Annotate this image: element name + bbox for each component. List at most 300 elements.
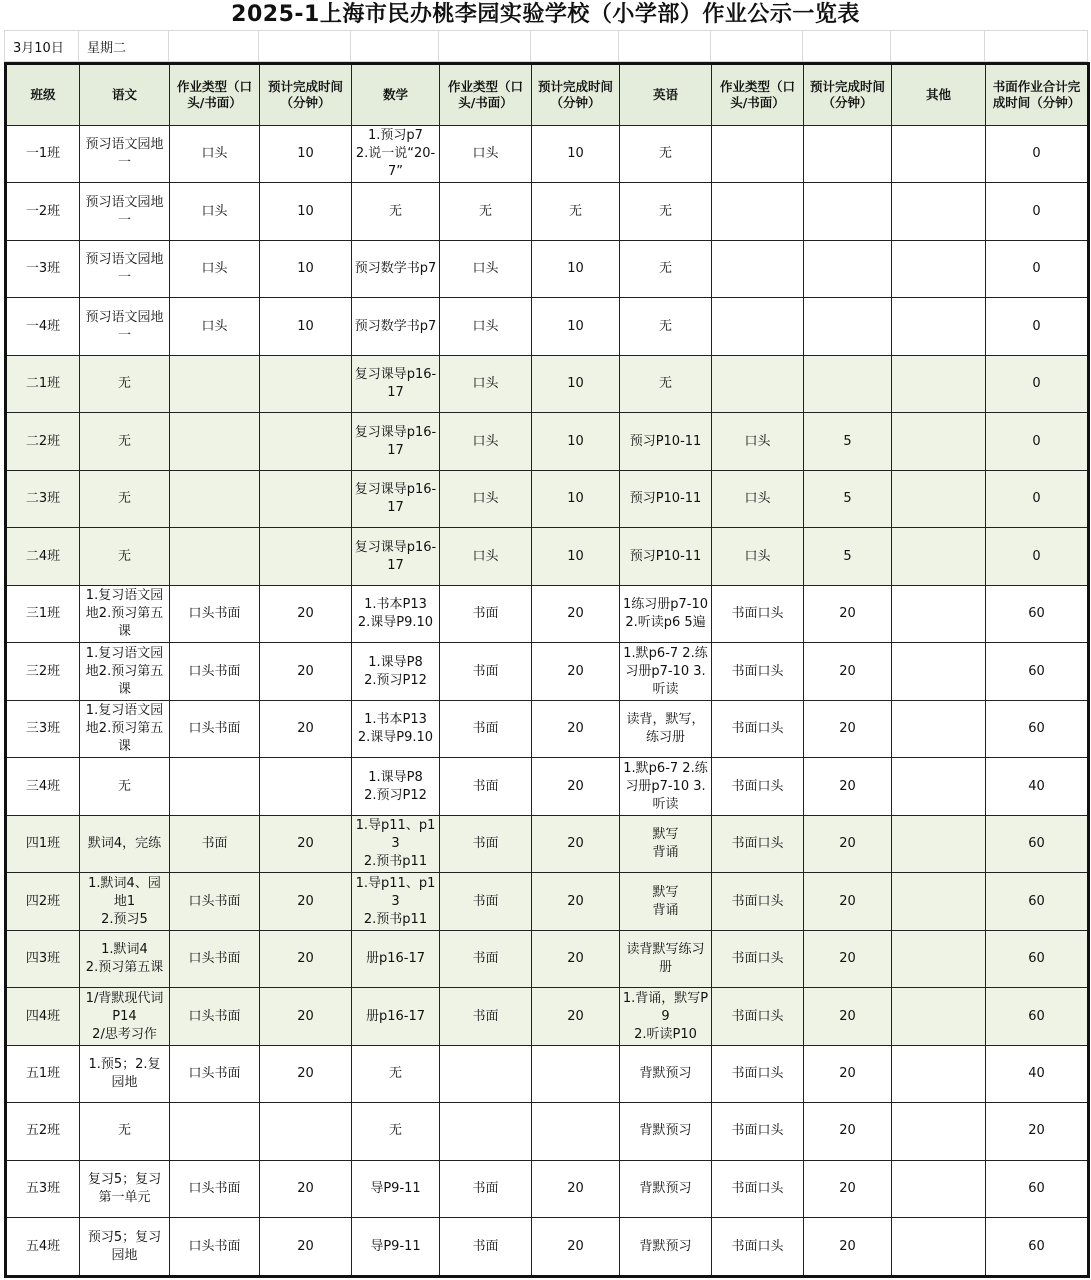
cell-chinese-time[interactable] (260, 183, 352, 240)
empty-cell[interactable] (169, 31, 259, 62)
cell-chinese-type[interactable] (170, 815, 260, 872)
cell-text: 60 (1028, 836, 1045, 852)
cell-chinese[interactable] (80, 585, 170, 642)
cell-text: 60 (1028, 721, 1045, 737)
cell-math-type[interactable] (440, 470, 532, 527)
cell-math[interactable] (352, 988, 440, 1045)
cell-chinese-time[interactable] (260, 1160, 352, 1217)
cell-total-time[interactable] (986, 758, 1089, 815)
cell-english-time[interactable] (804, 700, 892, 757)
cell-chinese[interactable] (80, 1160, 170, 1217)
header-row (6, 64, 1089, 126)
cell-other[interactable] (892, 1045, 986, 1102)
header-english[interactable]: 英语 (620, 64, 712, 126)
cell-text: 册p16-17 (365, 1008, 426, 1024)
cell-total-time[interactable] (986, 355, 1089, 412)
cell-total-time[interactable] (986, 585, 1089, 642)
cell-english-type[interactable] (712, 1045, 804, 1102)
cell-chinese[interactable] (80, 930, 170, 987)
cell-other[interactable] (892, 758, 986, 815)
cell-class[interactable] (6, 930, 80, 987)
cell-text: 四3班 (25, 951, 61, 967)
cell-chinese-time[interactable] (260, 758, 352, 815)
cell-math-time[interactable] (532, 355, 620, 412)
cell-math[interactable] (352, 528, 440, 585)
cell-math-time[interactable] (532, 585, 620, 642)
cell-english-type[interactable] (712, 126, 804, 183)
cell-chinese-time[interactable] (260, 240, 352, 297)
cell-total-time[interactable] (986, 413, 1089, 470)
cell-chinese-type[interactable] (170, 988, 260, 1045)
cell-math-type[interactable] (440, 643, 532, 700)
cell-chinese-time[interactable] (260, 930, 352, 987)
header-math[interactable]: 数学 (352, 64, 440, 126)
cell-math-time[interactable] (532, 413, 620, 470)
cell-total-time[interactable] (986, 1218, 1089, 1277)
header-chinese[interactable]: 语文 (80, 64, 170, 126)
cell-total-time[interactable] (986, 700, 1089, 757)
empty-cell[interactable] (803, 31, 891, 62)
cell-math-type[interactable] (440, 1045, 532, 1102)
cell-text: 20 (297, 606, 314, 622)
cell-math-time[interactable] (532, 643, 620, 700)
cell-text: 40 (1028, 778, 1045, 794)
cell-text: 20 (839, 606, 856, 622)
cell-math[interactable] (352, 643, 440, 700)
cell-math[interactable] (352, 758, 440, 815)
cell-text: 20 (839, 663, 856, 679)
cell-math[interactable] (352, 183, 440, 240)
cell-math[interactable] (352, 470, 440, 527)
cell-total-time[interactable] (986, 643, 1089, 700)
cell-math-time[interactable] (532, 240, 620, 297)
cell-math-time[interactable] (532, 873, 620, 930)
cell-english-type[interactable] (712, 528, 804, 585)
cell-class[interactable] (6, 873, 80, 930)
empty-cell[interactable] (439, 31, 531, 62)
cell-total-time[interactable] (986, 873, 1089, 930)
cell-text: 二4班 (25, 548, 61, 564)
cell-other[interactable] (892, 298, 986, 355)
cell-english-type[interactable] (712, 873, 804, 930)
cell-math-type[interactable] (440, 930, 532, 987)
cell-text: 三1班 (25, 606, 61, 622)
cell-chinese-time[interactable] (260, 700, 352, 757)
header-math-time[interactable]: 预计完成时间（分钟） (532, 64, 620, 126)
cell-other[interactable] (892, 183, 986, 240)
cell-class[interactable] (6, 298, 80, 355)
cell-english-time[interactable] (804, 585, 892, 642)
cell-text: 1.默p6-7 2.练习册p7-10 3.听读 (623, 645, 708, 697)
cell-text: 预习语文园地一 (85, 137, 164, 171)
cell-chinese-type[interactable] (170, 1160, 260, 1217)
header-total-time[interactable]: 书面作业合计完成时间（分钟） (986, 64, 1089, 126)
header-chinese-time[interactable]: 预计完成时间（分钟） (260, 64, 352, 126)
cell-chinese[interactable] (80, 1218, 170, 1277)
cell-math-time[interactable] (532, 815, 620, 872)
empty-cell[interactable] (711, 31, 803, 62)
cell-english-type[interactable] (712, 815, 804, 872)
cell-english-type[interactable] (712, 700, 804, 757)
cell-other[interactable] (892, 355, 986, 412)
cell-text: 20 (297, 951, 314, 967)
cell-text: 20 (839, 836, 856, 852)
cell-other[interactable] (892, 643, 986, 700)
cell-chinese-time[interactable] (260, 470, 352, 527)
cell-english-time[interactable] (804, 1045, 892, 1102)
cell-chinese-time[interactable] (260, 1045, 352, 1102)
cell-text: 口头 (744, 491, 771, 507)
header-class[interactable]: 班级 (6, 64, 80, 126)
cell-english[interactable] (620, 643, 712, 700)
cell-math-time[interactable] (532, 183, 620, 240)
cell-english[interactable] (620, 413, 712, 470)
cell-english-time[interactable] (804, 240, 892, 297)
cell-english-type[interactable] (712, 298, 804, 355)
cell-english[interactable] (620, 470, 712, 527)
cell-class[interactable] (6, 528, 80, 585)
cell-total-time[interactable] (986, 298, 1089, 355)
cell-chinese-type[interactable] (170, 470, 260, 527)
cell-math[interactable] (352, 1160, 440, 1217)
cell-chinese-type[interactable] (170, 183, 260, 240)
cell-math-type[interactable] (440, 758, 532, 815)
cell-chinese-time[interactable] (260, 643, 352, 700)
cell-text: 四4班 (25, 1008, 61, 1024)
cell-chinese-time[interactable] (260, 815, 352, 872)
cell-english-time[interactable] (804, 126, 892, 183)
cell-english-time[interactable] (804, 930, 892, 987)
cell-text: 无 (117, 1123, 131, 1139)
cell-class[interactable] (6, 240, 80, 297)
cell-chinese-time[interactable] (260, 1218, 352, 1277)
cell-english-type[interactable] (712, 585, 804, 642)
cell-math[interactable] (352, 298, 440, 355)
cell-english[interactable] (620, 1103, 712, 1160)
cell-math[interactable] (352, 1103, 440, 1160)
cell-class[interactable] (6, 470, 80, 527)
cell-english-type[interactable] (712, 643, 804, 700)
cell-math[interactable] (352, 355, 440, 412)
cell-english-time[interactable] (804, 528, 892, 585)
cell-math-type[interactable] (440, 815, 532, 872)
cell-total-time[interactable] (986, 930, 1089, 987)
cell-chinese[interactable] (80, 528, 170, 585)
cell-other[interactable] (892, 528, 986, 585)
cell-math-type[interactable] (440, 240, 532, 297)
cell-chinese-type[interactable] (170, 758, 260, 815)
cell-other[interactable] (892, 815, 986, 872)
cell-chinese-type[interactable] (170, 585, 260, 642)
cell-english-time[interactable] (804, 183, 892, 240)
cell-english[interactable] (620, 355, 712, 412)
cell-text: 口头 (472, 491, 499, 507)
cell-chinese[interactable] (80, 240, 170, 297)
header-math-type[interactable]: 作业类型（口头/书面） (440, 64, 532, 126)
cell-math-type[interactable] (440, 585, 532, 642)
cell-english-type[interactable] (712, 758, 804, 815)
cell-total-time[interactable] (986, 183, 1089, 240)
cell-english-time[interactable] (804, 758, 892, 815)
cell-english[interactable] (620, 700, 712, 757)
cell-text: 5 (843, 491, 852, 507)
cell-class[interactable] (6, 815, 80, 872)
cell-english[interactable] (620, 126, 712, 183)
cell-english[interactable] (620, 298, 712, 355)
cell-chinese-type[interactable] (170, 240, 260, 297)
cell-math-type[interactable] (440, 1160, 532, 1217)
cell-chinese-time[interactable] (260, 873, 352, 930)
cell-math-type[interactable] (440, 873, 532, 930)
cell-chinese-type[interactable] (170, 1218, 260, 1277)
cell-text: 口头书面 (188, 663, 241, 679)
cell-english[interactable] (620, 1045, 712, 1102)
cell-text: 20 (1028, 1123, 1045, 1139)
cell-math-type[interactable] (440, 1218, 532, 1277)
cell-other[interactable] (892, 240, 986, 297)
cell-text: 书面 (472, 893, 499, 909)
cell-chinese-time[interactable] (260, 528, 352, 585)
cell-math-time[interactable] (532, 298, 620, 355)
cell-english-time[interactable] (804, 873, 892, 930)
cell-total-time[interactable] (986, 240, 1089, 297)
cell-chinese-type[interactable] (170, 413, 260, 470)
date-cell[interactable]: 3月10日 (5, 31, 79, 62)
cell-class[interactable] (6, 183, 80, 240)
cell-math-time[interactable] (532, 930, 620, 987)
cell-math-type[interactable] (440, 700, 532, 757)
cell-other[interactable] (892, 126, 986, 183)
cell-chinese-type[interactable] (170, 528, 260, 585)
cell-other[interactable] (892, 700, 986, 757)
cell-english[interactable] (620, 815, 712, 872)
cell-english-type[interactable] (712, 183, 804, 240)
cell-other[interactable] (892, 1218, 986, 1277)
cell-total-time[interactable] (986, 528, 1089, 585)
cell-math[interactable] (352, 126, 440, 183)
cell-chinese-time[interactable] (260, 298, 352, 355)
cell-english-type[interactable] (712, 1103, 804, 1160)
cell-text: 书面口头 (731, 663, 784, 679)
cell-english[interactable] (620, 528, 712, 585)
cell-text: 40 (1028, 1065, 1045, 1081)
cell-chinese-type[interactable] (170, 930, 260, 987)
cell-math-time[interactable] (532, 988, 620, 1045)
cell-math[interactable] (352, 1218, 440, 1277)
cell-english-type[interactable] (712, 930, 804, 987)
cell-english-time[interactable] (804, 988, 892, 1045)
cell-math[interactable] (352, 585, 440, 642)
cell-english[interactable] (620, 1218, 712, 1277)
cell-chinese[interactable] (80, 413, 170, 470)
cell-class[interactable] (6, 1103, 80, 1160)
cell-chinese-time[interactable] (260, 126, 352, 183)
cell-chinese[interactable] (80, 815, 170, 872)
cell-other[interactable] (892, 930, 986, 987)
cell-english-type[interactable] (712, 988, 804, 1045)
cell-math-time[interactable] (532, 1103, 620, 1160)
cell-class[interactable] (6, 643, 80, 700)
cell-chinese-time[interactable] (260, 988, 352, 1045)
cell-english[interactable] (620, 873, 712, 930)
cell-english-type[interactable] (712, 470, 804, 527)
cell-text: 20 (567, 721, 584, 737)
cell-math-time[interactable] (532, 1045, 620, 1102)
cell-math-time[interactable] (532, 1160, 620, 1217)
cell-english-type[interactable] (712, 1160, 804, 1217)
cell-english-time[interactable] (804, 1160, 892, 1217)
cell-total-time[interactable] (986, 988, 1089, 1045)
cell-other[interactable] (892, 988, 986, 1045)
cell-math-type[interactable] (440, 413, 532, 470)
cell-english-type[interactable] (712, 240, 804, 297)
cell-other[interactable] (892, 873, 986, 930)
cell-chinese-type[interactable] (170, 873, 260, 930)
cell-text: 默词4，完练 (87, 836, 162, 852)
cell-english[interactable] (620, 758, 712, 815)
cell-class[interactable] (6, 413, 80, 470)
cell-math-type[interactable] (440, 126, 532, 183)
cell-chinese[interactable] (80, 988, 170, 1045)
cell-class[interactable] (6, 988, 80, 1045)
cell-chinese-type[interactable] (170, 126, 260, 183)
cell-class[interactable] (6, 1160, 80, 1217)
cell-english-time[interactable] (804, 643, 892, 700)
table-row (6, 643, 1089, 700)
cell-math-type[interactable] (440, 183, 532, 240)
cell-text: 口头书面 (188, 893, 241, 909)
header-chinese-type[interactable]: 作业类型（口头/书面） (170, 64, 260, 126)
cell-english-time[interactable] (804, 413, 892, 470)
table-row (6, 1160, 1089, 1217)
header-other[interactable]: 其他 (892, 64, 986, 126)
cell-math[interactable] (352, 1045, 440, 1102)
cell-chinese[interactable] (80, 298, 170, 355)
cell-chinese-type[interactable] (170, 1045, 260, 1102)
cell-math-time[interactable] (532, 126, 620, 183)
cell-math-type[interactable] (440, 988, 532, 1045)
cell-total-time[interactable] (986, 815, 1089, 872)
cell-math-type[interactable] (440, 1103, 532, 1160)
cell-chinese-type[interactable] (170, 1103, 260, 1160)
cell-class[interactable] (6, 1045, 80, 1102)
empty-cell[interactable] (619, 31, 711, 62)
cell-chinese-type[interactable] (170, 355, 260, 412)
cell-chinese[interactable] (80, 1103, 170, 1160)
cell-class[interactable] (6, 126, 80, 183)
cell-math-type[interactable] (440, 528, 532, 585)
cell-math[interactable] (352, 930, 440, 987)
header-english-type[interactable]: 作业类型（口头/书面） (712, 64, 804, 126)
cell-text: 书面口头 (731, 1180, 784, 1196)
cell-other[interactable] (892, 470, 986, 527)
cell-math[interactable] (352, 815, 440, 872)
cell-text: 口头 (472, 261, 499, 277)
cell-english-type[interactable] (712, 1218, 804, 1277)
cell-class[interactable] (6, 355, 80, 412)
cell-math-type[interactable] (440, 355, 532, 412)
cell-other[interactable] (892, 413, 986, 470)
empty-cell[interactable] (891, 31, 985, 62)
cell-math-time[interactable] (532, 528, 620, 585)
cell-chinese-time[interactable] (260, 355, 352, 412)
cell-english[interactable] (620, 585, 712, 642)
cell-total-time[interactable] (986, 1160, 1089, 1217)
cell-class[interactable] (6, 700, 80, 757)
cell-chinese-time[interactable] (260, 585, 352, 642)
cell-chinese-type[interactable] (170, 298, 260, 355)
cell-class[interactable] (6, 585, 80, 642)
cell-chinese[interactable] (80, 643, 170, 700)
cell-total-time[interactable] (986, 470, 1089, 527)
cell-math[interactable] (352, 873, 440, 930)
cell-english-type[interactable] (712, 355, 804, 412)
cell-english-time[interactable] (804, 355, 892, 412)
cell-other[interactable] (892, 1160, 986, 1217)
cell-chinese[interactable] (80, 1045, 170, 1102)
cell-chinese[interactable] (80, 700, 170, 757)
cell-chinese[interactable] (80, 470, 170, 527)
cell-chinese[interactable] (80, 183, 170, 240)
cell-math-time[interactable] (532, 700, 620, 757)
cell-text: 0 (1032, 433, 1041, 449)
cell-chinese-type[interactable] (170, 643, 260, 700)
cell-chinese[interactable] (80, 355, 170, 412)
cell-total-time[interactable] (986, 1045, 1089, 1102)
cell-chinese[interactable] (80, 873, 170, 930)
cell-math-type[interactable] (440, 298, 532, 355)
cell-english-time[interactable] (804, 815, 892, 872)
cell-english-time[interactable] (804, 1103, 892, 1160)
cell-english-type[interactable] (712, 413, 804, 470)
cell-english-time[interactable] (804, 298, 892, 355)
cell-math[interactable] (352, 700, 440, 757)
cell-class[interactable] (6, 758, 80, 815)
empty-cell[interactable] (259, 31, 351, 62)
cell-english[interactable] (620, 183, 712, 240)
cell-math-time[interactable] (532, 470, 620, 527)
cell-text: 默写 背诵 (652, 827, 679, 861)
cell-text: 无 (117, 548, 131, 564)
table-row (6, 988, 1089, 1045)
cell-english[interactable] (620, 988, 712, 1045)
header-english-time[interactable]: 预计完成时间（分钟） (804, 64, 892, 126)
cell-chinese[interactable] (80, 758, 170, 815)
empty-cell[interactable] (531, 31, 619, 62)
cell-math-time[interactable] (532, 1218, 620, 1277)
cell-other[interactable] (892, 585, 986, 642)
weekday-cell[interactable]: 星期二 (79, 31, 169, 62)
cell-total-time[interactable] (986, 1103, 1089, 1160)
cell-math[interactable] (352, 240, 440, 297)
cell-english-time[interactable] (804, 1218, 892, 1277)
cell-chinese-time[interactable] (260, 1103, 352, 1160)
cell-english-time[interactable] (804, 470, 892, 527)
cell-english[interactable] (620, 930, 712, 987)
cell-chinese-time[interactable] (260, 413, 352, 470)
cell-class[interactable] (6, 1218, 80, 1277)
cell-english[interactable] (620, 1160, 712, 1217)
empty-cell[interactable] (351, 31, 439, 62)
cell-math-time[interactable] (532, 758, 620, 815)
cell-other[interactable] (892, 1103, 986, 1160)
cell-total-time[interactable] (986, 126, 1089, 183)
cell-math[interactable] (352, 413, 440, 470)
cell-chinese-type[interactable] (170, 700, 260, 757)
cell-english[interactable] (620, 240, 712, 297)
cell-chinese[interactable] (80, 126, 170, 183)
empty-cell[interactable] (985, 31, 1088, 62)
